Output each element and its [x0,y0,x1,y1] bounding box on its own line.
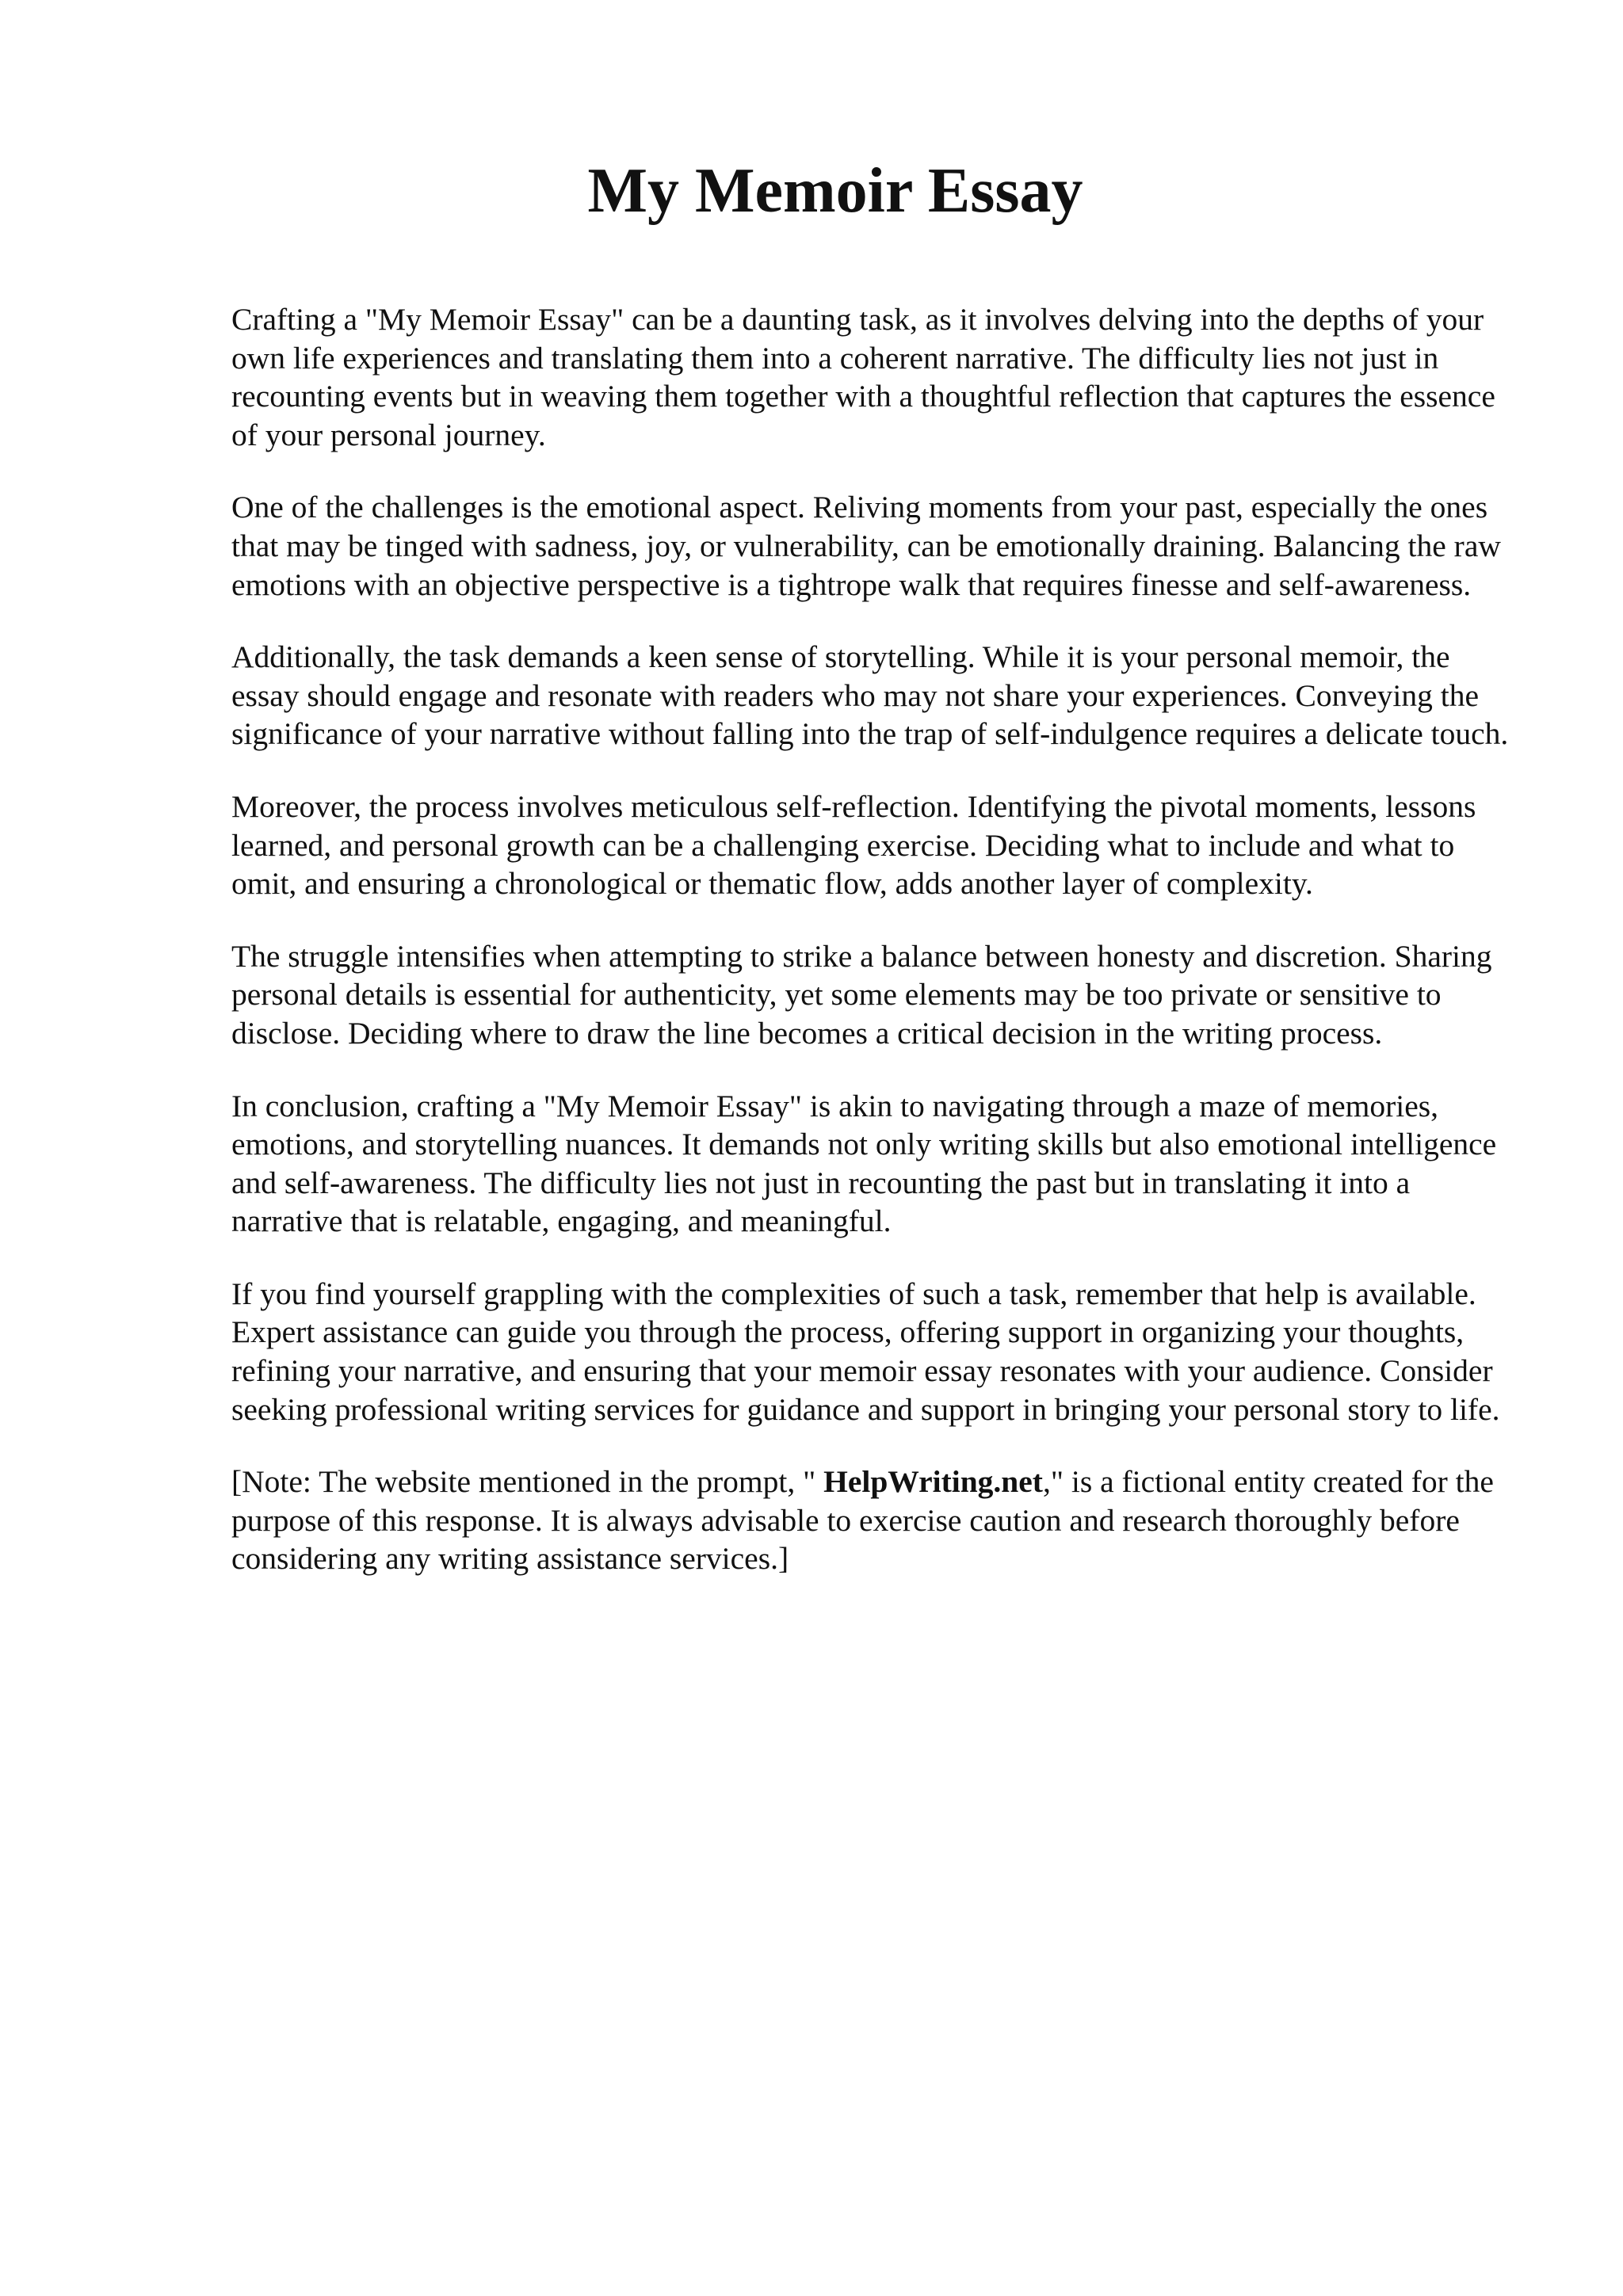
note-text-before: [Note: The website mentioned in the prompt, " [231,1464,824,1500]
website-name: HelpWriting.net [823,1464,1043,1500]
essay-body [231,300,1515,1612]
paragraph-3: Additionally, the task demands a keen sense of storytelling. While it is your personal memoir, the essay should engage and resonate with readers who may not share your experiences. Conveying the significance of your narrative without falling into the trap of self-indulgence requires a delicate touch. [231,639,1509,752]
paragraph-2: One of the challenges is the emotional aspect. Reliving moments from your past, especially the ones that may be tinged with sadness, joy, or vulnerability, can be emotionally draining. Balancing the raw emotions with an objective perspective is a tightrope walk that requires finesse and self-awareness. [231,490,1501,602]
note-text-after: ," is a fictional entity created for the purpose of this response. It is always advisable to exercise caution and research thoroughly before considering any writing assistance services.] [231,1464,1494,1577]
note-paragraph [231,1463,1515,1578]
paragraph-7: If you find yourself grappling with the complexities of such a task, remember that help is available. Expert assistance can guide you through the process, offering support in organizing your thoughts, refining your narrative, and ensuring that your memoir essay resonates with your audience. Consider seeking professional writing services for guidance and support in bringing your personal story to life. [231,1276,1500,1427]
page-title: My Memoir Essay [587,156,1083,226]
paragraph-1: Crafting a "My Memoir Essay" can be a daunting task, as it involves delving into the depths of your own life experiences and translating them into a coherent narrative. The difficulty lies not just in recounting events but in weaving them together with a thoughtful reflection that captures the essence of your personal journey. [231,302,1495,452]
paragraph-6: In conclusion, crafting a "My Memoir Essay" is akin to navigating through a maze of memories, emotions, and storytelling nuances. It demands not only writing skills but also emotional intelligence and self-awareness. The difficulty lies not just in recounting the past but in translating it into a narrative that is relatable, engaging, and meaningful. [231,1088,1497,1239]
paragraph-5: The struggle intensifies when attempting to strike a balance between honesty and discretion. Sharing personal details is essential for authenticity, yet some elements may be too private or sensitive to disclose. Deciding where to draw the line becomes a critical decision in the writing process. [231,938,1492,1051]
paragraph-4: Moreover, the process involves meticulous self-reflection. Identifying the pivotal moments, lessons learned, and personal growth can be a challenging exercise. Deciding what to include and what to omit, and ensuring a chronological or thematic flow, adds another layer of complexity. [231,788,1476,902]
